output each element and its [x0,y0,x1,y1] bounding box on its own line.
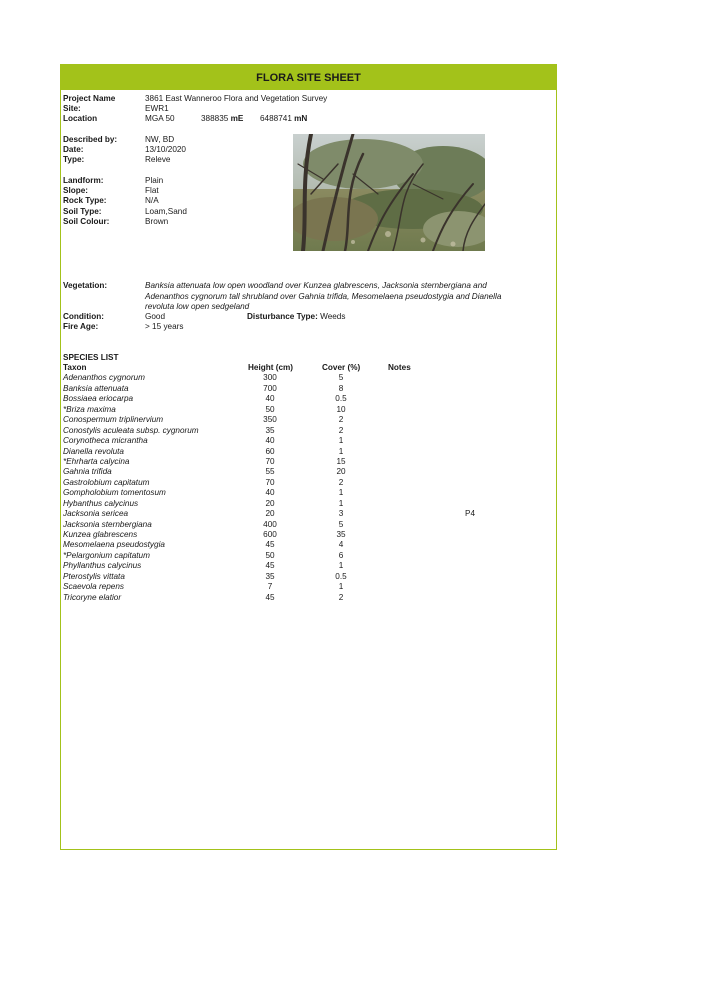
table-row [63,561,543,571]
table-row [63,467,543,477]
cover-cell: 1 [338,582,344,592]
site-photo [293,134,485,251]
table-row [63,488,543,498]
taxon-cell: Conospermum triplinervium [63,415,164,425]
soil-colour-label: Soil Colour: [63,217,110,226]
table-row [63,572,543,582]
vegetation-description: Banksia attenuata low open woodland over Kunzea glabrescens, Jacksonia sternbergiana and Adenanthos cygnorum tall shrubland over Gahnia trifida, Mesomelaena pseudostygia and Dianella revoluta low open sedgeland [145,281,502,312]
table-row [63,520,543,530]
taxon-cell: Tricoryne elatior [63,592,122,602]
height-cell: 40 [265,488,275,498]
northing-unit: mN [294,114,308,123]
table-row [63,394,543,404]
cover-cell: 0.5 [335,571,347,581]
taxon-cell: Dianella revoluta [63,446,124,456]
date-value: 13/10/2020 [145,145,186,154]
height-cell: 300 [263,373,277,383]
height-cell: 55 [265,467,275,477]
table-row [63,540,543,550]
taxon-cell: *Briza maxima [63,404,116,414]
height-cell: 45 [265,540,275,550]
disturbance-label: Disturbance Type: [247,312,318,321]
column-header-notes: Notes [388,363,411,372]
cover-cell: 2 [338,592,344,602]
table-row [63,457,543,467]
species-list-heading: SPECIES LIST [63,353,119,362]
described-by-label: Described by: [63,135,118,144]
soil-colour-value: Brown [145,217,169,226]
cover-cell: 3 [338,509,344,519]
rock-type-label: Rock Type: [63,196,107,205]
cover-cell: 6 [338,550,344,560]
taxon-cell: Scaevola repens [63,582,124,592]
taxon-cell: Kunzea glabrescens [63,530,138,539]
height-cell: 20 [265,498,275,508]
taxon-cell: Banksia attenuata [63,383,129,393]
cover-cell: 2 [338,477,344,487]
column-header-taxon: Taxon [63,363,87,372]
taxon-cell: Gastrolobium capitatum [63,477,150,487]
taxon-cell: Bossiaea eriocarpa [63,394,134,404]
height-cell: 20 [265,509,275,519]
taxon-cell: Phyllanthus calycinus [63,561,142,571]
cover-cell: 1 [338,488,344,498]
cover-cell: 15 [336,456,346,466]
taxon-cell: *Ehrharta calycina [63,456,130,466]
title-banner [61,65,556,90]
cover-cell: 5 [338,373,344,383]
height-cell: 350 [263,415,277,425]
height-cell: 700 [263,383,277,393]
cover-cell: 10 [336,404,346,414]
slope-value: Flat [145,186,159,195]
landform-value: Plain [145,176,164,185]
height-cell: 50 [265,550,275,560]
height-cell: 400 [263,519,277,529]
taxon-cell: Corynotheca micrantha [63,436,148,446]
cover-cell: 4 [338,540,344,550]
site-value: EWR1 [145,104,169,113]
cover-cell: 1 [338,498,344,508]
taxon-cell: Jacksonia sericea [63,509,129,519]
cover-cell: 0.5 [335,394,347,404]
taxon-cell: Adenanthos cygnorum [63,373,145,383]
height-cell: 35 [265,425,275,435]
height-cell: 60 [265,446,275,456]
fire-age-value: > 15 years [145,322,184,331]
type-value: Releve [145,155,171,164]
height-cell: 35 [265,571,275,581]
table-row [63,582,543,592]
height-cell: 50 [265,404,275,414]
taxon-cell: Jacksonia sternbergiana [63,519,152,529]
cover-cell: 20 [336,467,346,477]
table-row [63,415,543,425]
species-table [63,363,543,603]
taxon-cell: Gahnia trifida [63,467,112,477]
fire-age-label: Fire Age: [63,322,99,331]
table-row [63,509,543,519]
table-row [63,551,543,561]
cover-cell: 35 [336,530,346,539]
table-row [63,384,543,394]
height-cell: 70 [265,456,275,466]
taxon-cell: *Pelargonium capitatum [63,550,150,560]
column-header-cover: Cover (%) [322,363,361,372]
easting-unit: mE [230,114,244,123]
taxon-cell: Gompholobium tomentosum [63,488,166,498]
location-zone: MGA 50 [145,114,175,123]
cover-cell: 1 [338,436,344,446]
condition-value: Good [145,312,166,321]
type-label: Type: [63,155,85,164]
height-cell: 40 [265,436,275,446]
table-row [63,426,543,436]
condition-label: Condition: [63,312,104,321]
table-row [63,530,543,540]
soil-type-label: Soil Type: [63,207,102,216]
height-cell: 70 [265,477,275,487]
taxon-cell: Conostylis aculeata subsp. cygnorum [63,425,199,435]
table-row [63,593,543,603]
taxon-cell: Mesomelaena pseudostygia [63,540,165,550]
column-header-height: Height (cm) [248,363,294,372]
site-label: Site: [63,104,81,113]
species-table-header [63,363,543,373]
table-row [63,436,543,446]
table-row [63,499,543,509]
landform-label: Landform: [63,176,104,185]
project-name-value: 3861 East Wanneroo Flora and Vegetation Survey [145,94,328,103]
height-cell: 45 [265,592,275,602]
height-cell: 600 [263,530,277,539]
northing-value: 6488741 [260,114,292,123]
date-label: Date: [63,145,84,154]
cover-cell: 5 [338,519,344,529]
taxon-cell: Pterostylis vittata [63,571,125,581]
table-row [63,478,543,488]
location-label: Location [63,114,98,123]
cover-cell: 2 [338,425,344,435]
project-name-label: Project Name [63,94,116,103]
cover-cell: 1 [338,446,344,456]
height-cell: 40 [265,394,275,404]
easting-value: 388835 [201,114,229,123]
disturbance-value: Weeds [320,312,346,321]
northing [260,114,307,124]
rock-type-value: N/A [145,196,159,205]
described-by-value: NW, BD [145,135,175,144]
easting [201,114,243,124]
height-cell: 45 [265,561,275,571]
table-row [63,373,543,383]
table-row [63,447,543,457]
disturbance [247,312,345,322]
taxon-cell: Hybanthus calycinus [63,498,139,508]
page-title: FLORA SITE SHEET [256,71,361,84]
cover-cell: 1 [338,561,344,571]
height-cell: 7 [267,582,273,592]
table-row [63,405,543,415]
vegetation-label: Vegetation: [63,281,108,290]
cover-cell: 2 [338,415,344,425]
flora-site-sheet [60,64,557,850]
soil-type-value: Loam,Sand [145,207,187,216]
species-rows [63,373,543,603]
slope-label: Slope: [63,186,89,195]
notes-cell: P4 [465,509,476,519]
cover-cell: 8 [338,383,344,393]
